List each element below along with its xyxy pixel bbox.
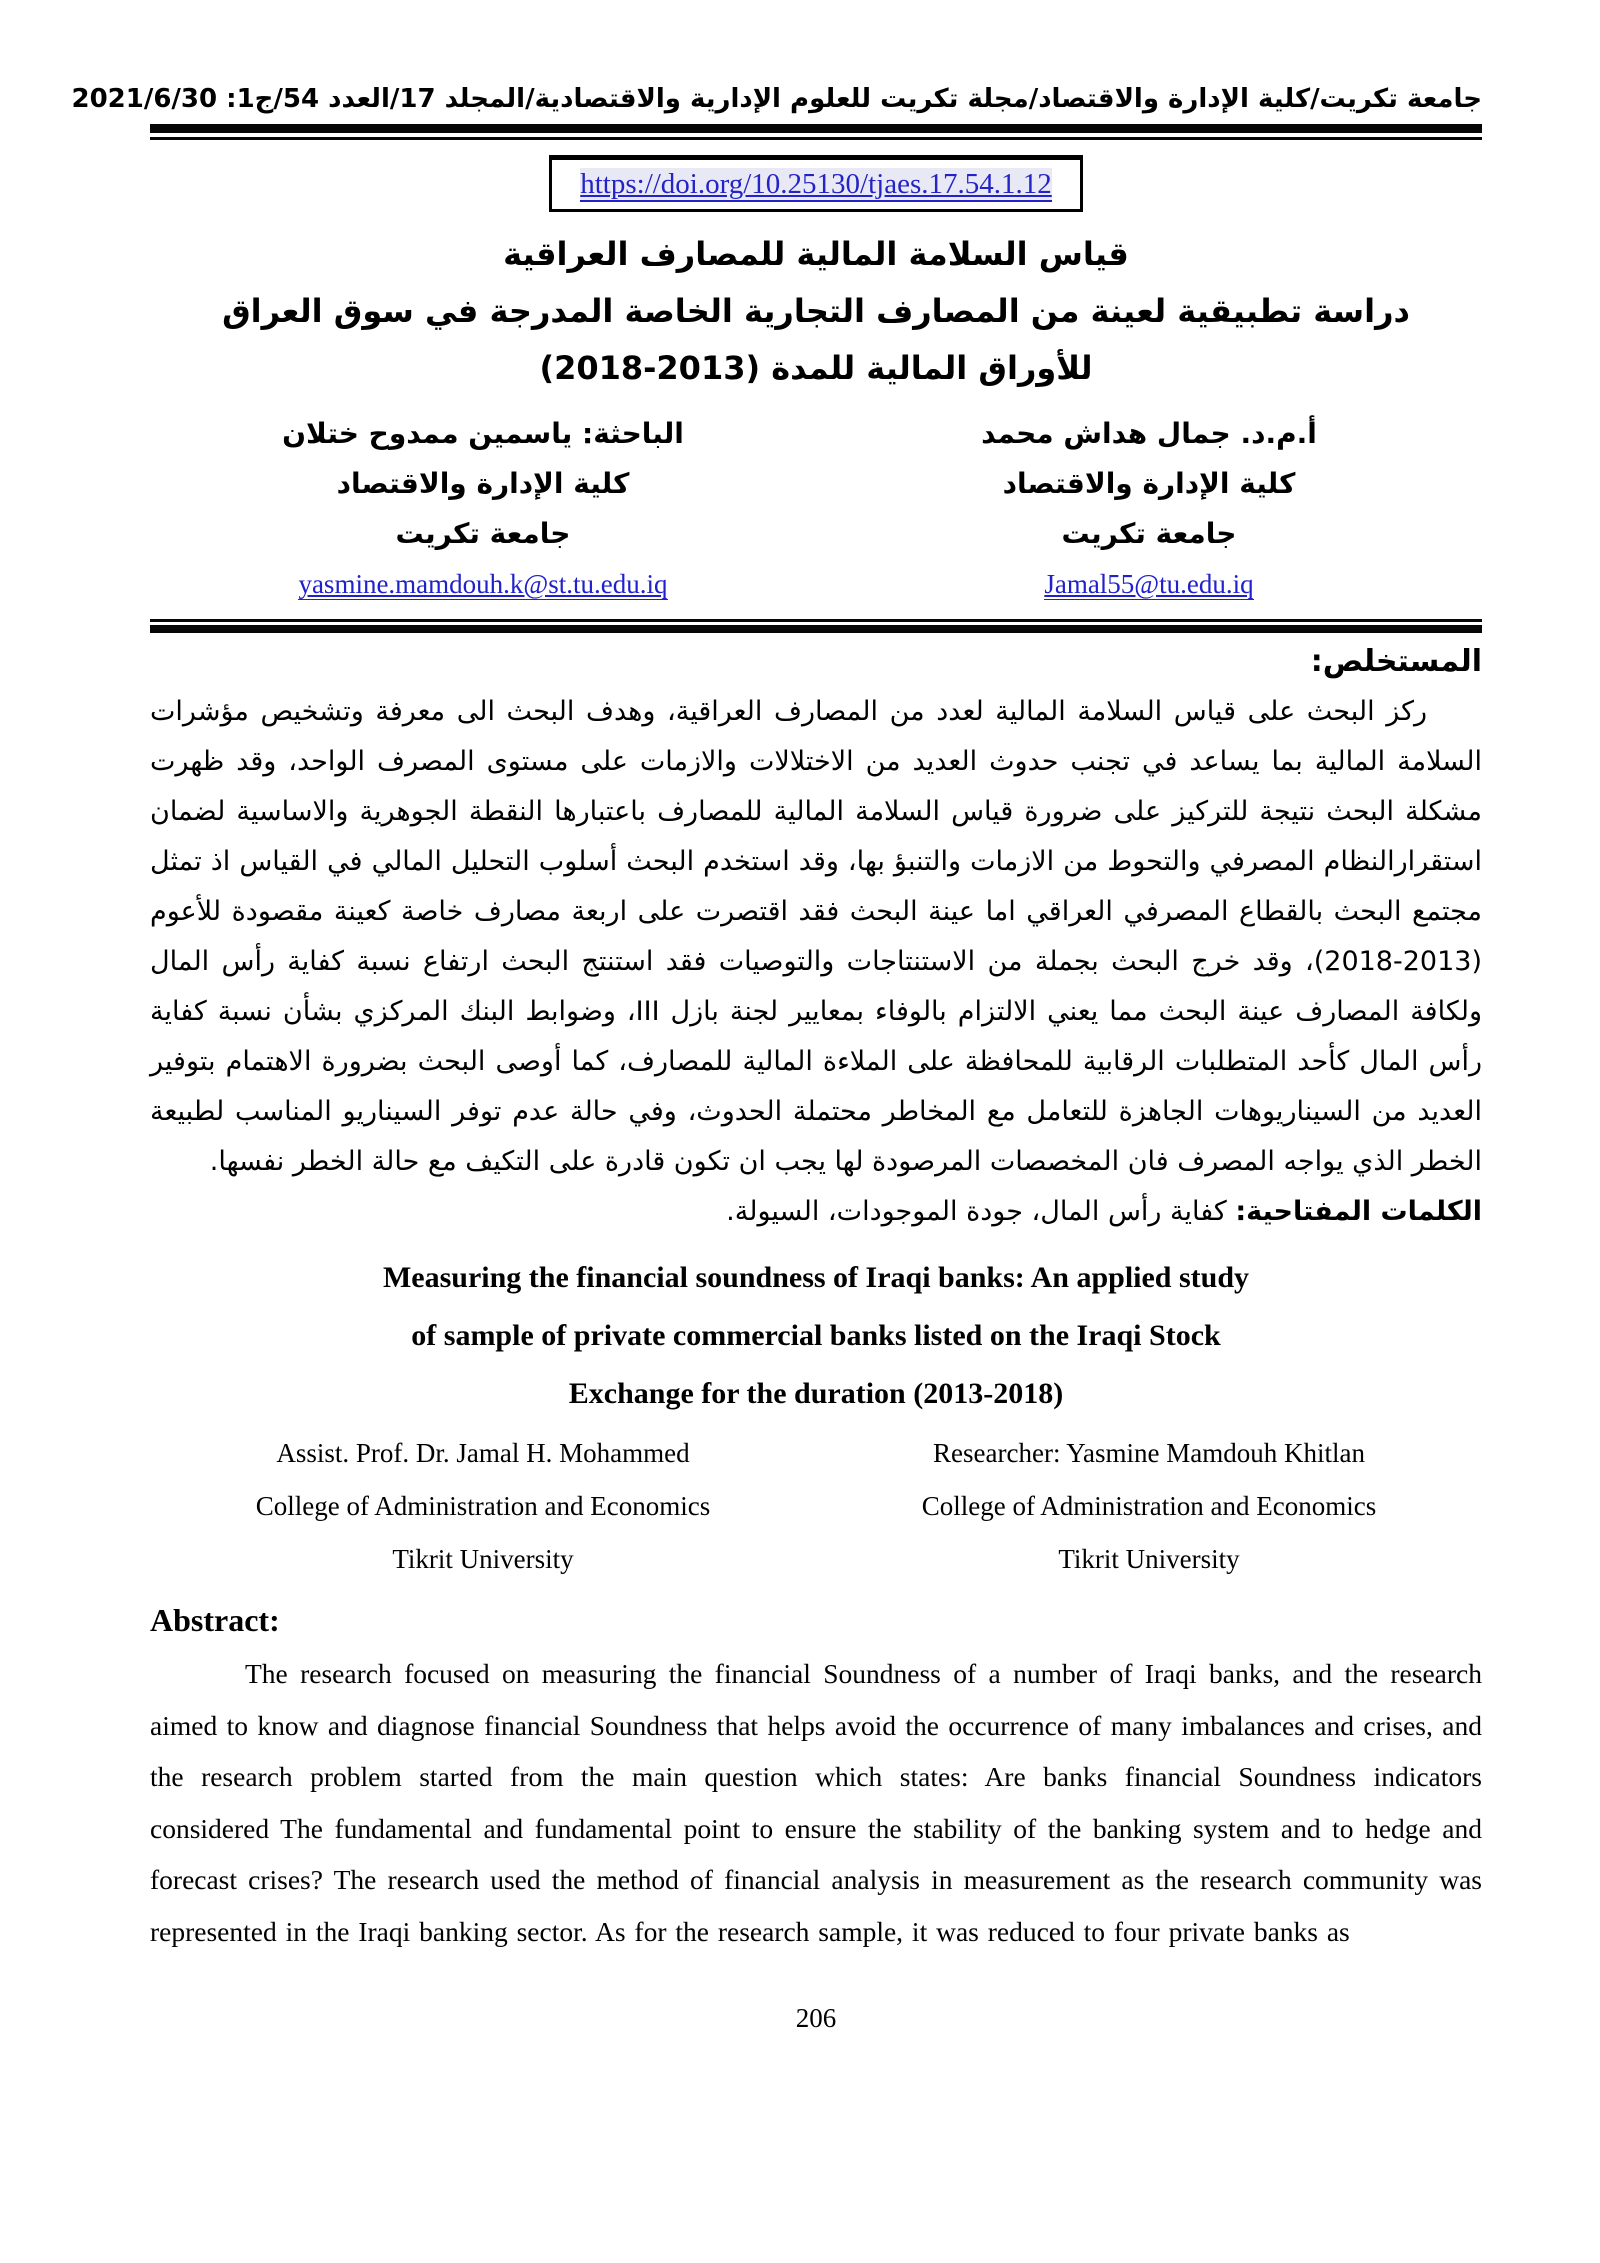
doi-row <box>150 155 1482 212</box>
arabic-author-1 <box>816 409 1482 614</box>
english-title-line-1: Measuring the financial soundness of Iraqi banks: An applied study <box>382 1261 1250 1294</box>
english-author-1 <box>150 1427 816 1586</box>
arabic-authors-block <box>150 409 1482 614</box>
author-1-college-en: College of Administration and Economics <box>255 1491 711 1521</box>
arabic-keywords-label: الكلمات المفتاحية: <box>1235 1196 1482 1227</box>
arabic-title-line-3: للأوراق المالية للمدة (2013‏-‏2018) <box>539 349 1093 387</box>
arabic-keywords-line <box>150 1187 1482 1237</box>
author-2-college-ar: كلية الإدارة والاقتصاد <box>336 467 630 500</box>
author-1-email-row <box>816 559 1482 614</box>
journal-header-line: جامعة تكريت/كلية الإدارة والاقتصاد/مجلة تكريت للعلوم الإدارية والاقتصادية/المجلد 17/العدد 54/ج1: 2021/6/30 <box>71 84 1482 114</box>
author-1-name-ar: أ.م.د. جمال هداش محمد <box>981 417 1317 450</box>
author-1-college-ar: كلية الإدارة والاقتصاد <box>1002 467 1296 500</box>
author-2-name-ar: الباحثة: ياسمين ممدوح ختلان <box>282 417 684 450</box>
arabic-keywords-text: كفاية رأس المال، جودة الموجودات، السيولة. <box>726 1196 1236 1227</box>
english-abstract-heading: Abstract: <box>150 1602 280 1638</box>
author-1-university-ar: جامعة تكريت <box>1061 517 1237 550</box>
author-1-university-en: Tikrit University <box>392 1544 574 1574</box>
doi-link[interactable]: https://doi.org/10.25130/tjaes.17.54.1.12 <box>580 168 1052 200</box>
header-rule <box>150 124 1482 140</box>
arabic-title-line-2: دراسة تطبيقية لعينة من المصارف التجارية الخاصة المدرجة في سوق العراق <box>222 292 1410 330</box>
english-title-line-2: of sample of private commercial banks listed on the Iraqi Stock <box>411 1319 1221 1352</box>
author-2-email-row <box>150 559 816 614</box>
page-number: 206 <box>795 2003 837 2033</box>
author-2-name-en: Researcher: Yasmine Mamdouh Khitlan <box>933 1438 1365 1468</box>
english-title <box>150 1249 1482 1423</box>
english-authors-block <box>150 1427 1482 1586</box>
english-author-2 <box>816 1427 1482 1586</box>
arabic-abstract-heading: المستخلص: <box>1310 644 1482 679</box>
english-title-line-3: Exchange for the duration (2013-2018) <box>568 1377 1064 1410</box>
english-abstract-body: The research focused on measuring the financial Soundness of a number of Iraqi banks, and the research aimed to know and diagnose financial Soundness that helps avoid the occurrence of many imbalances and crises, and the research problem started from the main question which states: Are banks financial Soundness indicators considered The fundamental and fundamental point to ensure the stability of the banking system and to hedge and forecast crises? The research used the method of financial analysis in measurement as the research community was represented in the Iraqi banking sector. As for the research sample, it was reduced to four private banks as <box>150 1658 1482 1947</box>
author-2-university-ar: جامعة تكريت <box>395 517 571 550</box>
author-2-university-en: Tikrit University <box>1058 1544 1240 1574</box>
arabic-title-line-1: قياس السلامة المالية للمصارف العراقية <box>503 235 1129 273</box>
author-1-name-en: Assist. Prof. Dr. Jamal H. Mohammed <box>276 1438 690 1468</box>
doi-box <box>549 155 1083 212</box>
authors-divider-rule <box>150 619 1482 633</box>
author-1-email-link[interactable]: Jamal55@tu.edu.iq <box>1044 569 1254 599</box>
arabic-title <box>150 226 1482 397</box>
arabic-author-2 <box>150 409 816 614</box>
author-2-email-link[interactable]: yasmine.mamdouh.k@st.tu.edu.iq <box>298 569 668 599</box>
author-2-college-en: College of Administration and Economics <box>921 1491 1377 1521</box>
arabic-abstract-body: ركز البحث على قياس السلامة المالية لعدد من المصارف العراقية، وهدف البحث الى معرفة وتشخيص مؤشرات السلامة المالية بما يساعد في تجنب حدوث العديد من الاختلالات والازمات على مستوى المصرف الواحد، وقد ظهرت مشكلة البحث نتيجة للتركيز على ضرورة قياس السلامة المالية للمصارف باعتبارها النقطة الجوهرية والاساسية لضمان استقرارالنظام المصرفي والتحوط من الازمات والتنبؤ بها، وقد استخدم البحث أسلوب التحليل المالي في القياس اذ تمثل مجتمع البحث بالقطاع المصرفي العراقي اما عينة البحث فقد اقتصرت على اربعة مصارف خاصة كعينة مقصودة للأعوم (2013‏-‏2018)، وقد خرج البحث بجملة من الاستنتاجات والتوصيات فقد استنتج البحث ارتفاع نسبة كفاية رأس المال ولكافة المصارف عينة البحث مما يعني الالتزام بالوفاء بمعايير لجنة بازل III، وضوابط البنك المركزي بشأن نسبة كفاية رأس المال كأحد المتطلبات الرقابية للمحافظة على الملاءة المالية للمصارف، كما أوصى البحث بضرورة الاهتمام بتوفير العديد من السيناريوهات الجاهزة للتعامل مع المخاطر محتملة الحدوث، وفي حالة عدم توفر السيناريو المناسب لطبيعة الخطر الذي يواجه المصرف فان المخصصات المرصودة لها يجب ان تكون قادرة على التكيف مع حالة الخطر نفسها. <box>150 696 1482 1177</box>
